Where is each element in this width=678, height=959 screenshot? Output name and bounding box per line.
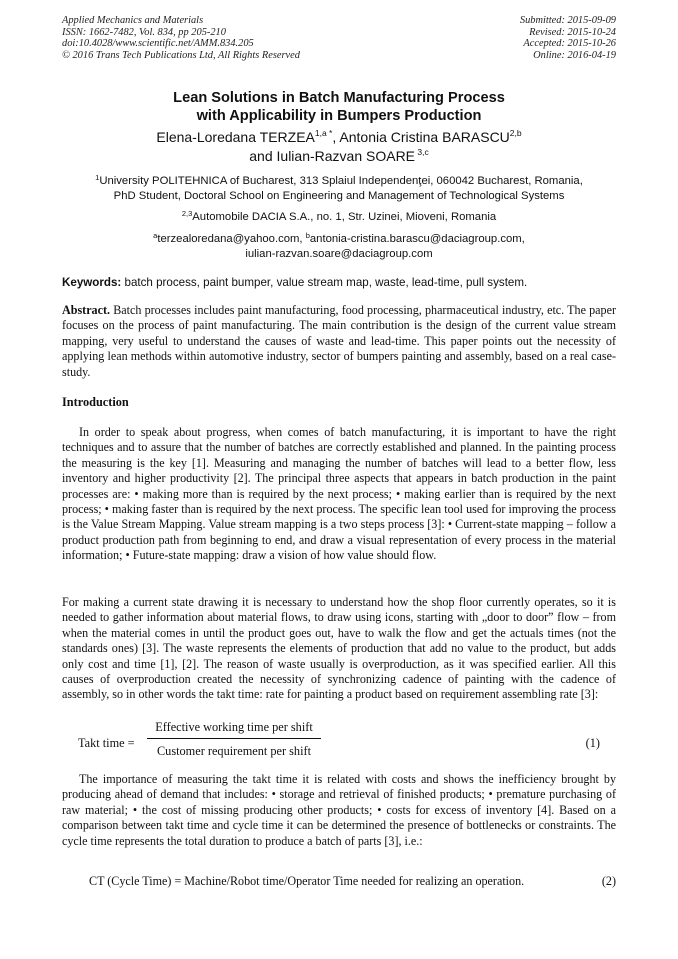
- title-line-2: with Applicability in Bumpers Production: [196, 108, 482, 124]
- affiliation-1: [62, 174, 616, 205]
- author-2-name: Antonia Cristina BARASCU: [339, 129, 510, 145]
- equation-2-text: CT (Cycle Time) = Machine/Robot time/Operator Time needed for realizing an operation.: [89, 874, 525, 888]
- equation-takt-time: [62, 716, 616, 768]
- affiliation-1-line-2: PhD Student, Doctoral School on Engineering and Management of Technological Systems: [113, 190, 565, 203]
- journal-info: [62, 15, 300, 61]
- online-date: Online: 2016-04-19: [533, 49, 616, 61]
- submission-dates: [520, 15, 616, 61]
- journal-name: Applied Mechanics and Materials: [62, 15, 204, 26]
- author-emails: [62, 232, 616, 263]
- issn-line: ISSN: 1662-7482, Vol. 834, pp 205-210: [62, 26, 226, 38]
- affiliation-1-mark: 1: [95, 173, 100, 182]
- author-3-affiliation-mark: 3,c: [415, 147, 429, 157]
- equation-1-fraction: [147, 716, 321, 761]
- equation-1-denominator: Customer requirement per shift: [156, 744, 311, 758]
- copyright-line: © 2016 Trans Tech Publications Ltd, All Rights Reserved: [62, 49, 300, 61]
- email-b-mark: b: [305, 231, 310, 240]
- author-2-affiliation-mark: 2,b: [509, 128, 522, 138]
- author-1-affiliation-mark: 1,a *: [314, 128, 333, 138]
- intro-paragraph-1: In order to speak about progress, when comes of batch manufacturing, it is important to have the right techniques and to assure that the number of batches are correctly established and planned. In the painting process the measuring is the key [1]. Measuring and managing the number of batches will lead to a better flow, less inventory and higher productivity [2]. The principal three aspects that appears in batch production in the paint processes are: • making more than is required by the next process; • making earlier than is required by the next process; • making faster than is required by the next process. The specific lean tool used for improving the process is the Value Stream Mapping. Value stream mapping is a two steps process [3]: • Current-state mapping – follow a product production path from beginning to end, and draw a visual representation of every process in the material information; • Future-state mapping: draw a vision of how value should flow.: [62, 425, 616, 563]
- equation-cycle-time: [62, 873, 616, 889]
- emails-line-1: [62, 232, 616, 247]
- affiliation-2-text: Automobile DACIA S.A., no. 1, Str. Uzinei, Mioveni, Romania: [192, 211, 497, 223]
- affiliation-2-mark: 2,3: [181, 209, 193, 218]
- equation-1-lhs: Takt time =: [78, 736, 135, 750]
- keywords: [62, 276, 616, 290]
- affiliation-1-text: University POLITEHNICA of Bucharest, 313 Splaiul Independenţei, 060042 Bucharest, Romania,: [99, 175, 583, 187]
- author-list: [62, 128, 616, 166]
- doi-line: doi:10.4028/www.scientific.net/AMM.834.205: [62, 38, 254, 50]
- affiliation-2: [62, 210, 616, 225]
- revised-date: Revised: 2015-10-24: [529, 26, 616, 38]
- paper-title: [62, 89, 616, 125]
- intro-paragraph-2: For making a current state drawing it is necessary to understand how the shop floor currently operates, so it is needed to gather information about material flows, to draw using icons, starting with „door to door” flow – from when the material comes in until the product goes out, have to walk the flow and get the actuals times (not the standards ones) [3]. The waste represents the elements of production that add no value to the product, but adds only cost and time [1], [2]. The reason of waste usually is overproduction, as it was specified earlier. All this causes of overproduction created the necessity of synchronizing cadence of painting with the cadence of assembly, so in other words the takt time: rate for painting a product based on requirement assembling rate [3]:: [62, 595, 616, 702]
- abstract: [62, 303, 616, 380]
- author-3-prefix: and: [249, 148, 277, 164]
- email-a[interactable]: terzealoredana@yahoo.com,: [157, 233, 306, 245]
- author-1-name: Elena-Loredana TERZEA: [156, 129, 315, 145]
- equation-1-numerator: Effective working time per shift: [147, 716, 321, 739]
- keywords-text: batch process, paint bumper, value stream map, waste, lead-time, pull system.: [121, 276, 528, 289]
- email-a-mark: a: [153, 231, 158, 240]
- email-c[interactable]: iulian-razvan.soare@daciagroup.com: [245, 248, 433, 261]
- email-b[interactable]: antonia-cristina.barascu@daciagroup.com,: [309, 233, 525, 245]
- section-heading-introduction: Introduction: [62, 395, 129, 409]
- equation-1-number: (1): [585, 736, 600, 750]
- author-separator: ,: [332, 129, 340, 145]
- abstract-label: Abstract.: [62, 303, 111, 317]
- affiliation-1-line-1: [62, 174, 616, 189]
- author-3-name: Iulian-Razvan SOARE: [276, 148, 416, 164]
- intro-paragraph-3: The importance of measuring the takt time it is related with costs and shows the inefficiency brought by producing ahead of demand that includes: • storage and retrieval of finished products; • premature purchasing of raw material; • the cost of missing producing other products; • costs for excess of inventory [4]. Based on a comparison between takt time and cycle time it can be determined the presence of bottlenecks or constraints. The cycle time represents the total duration to produce a batch of parts [3], i.e.:: [62, 772, 616, 848]
- keywords-label: Keywords:: [62, 276, 122, 289]
- authors-line-2: [62, 147, 616, 166]
- equation-2-number: (2): [601, 874, 616, 888]
- authors-line-1: [62, 128, 616, 147]
- submitted-date: Submitted: 2015-09-09: [519, 15, 616, 26]
- abstract-text: Batch processes includes paint manufacturing, food processing, pharmaceutical industry, etc. The paper focuses on the process of paint manufacturing. The main contribution is the design of the current value stream mapping, very useful to understand the causes of waste and lead-time. This paper points out the necessity of applying lean methods within automotive industry, sector of bumpers painting and assembly, based on a real case-study.: [62, 303, 616, 379]
- title-line-1: Lean Solutions in Batch Manufacturing Process: [173, 90, 505, 106]
- accepted-date: Accepted: 2015-10-26: [523, 38, 616, 50]
